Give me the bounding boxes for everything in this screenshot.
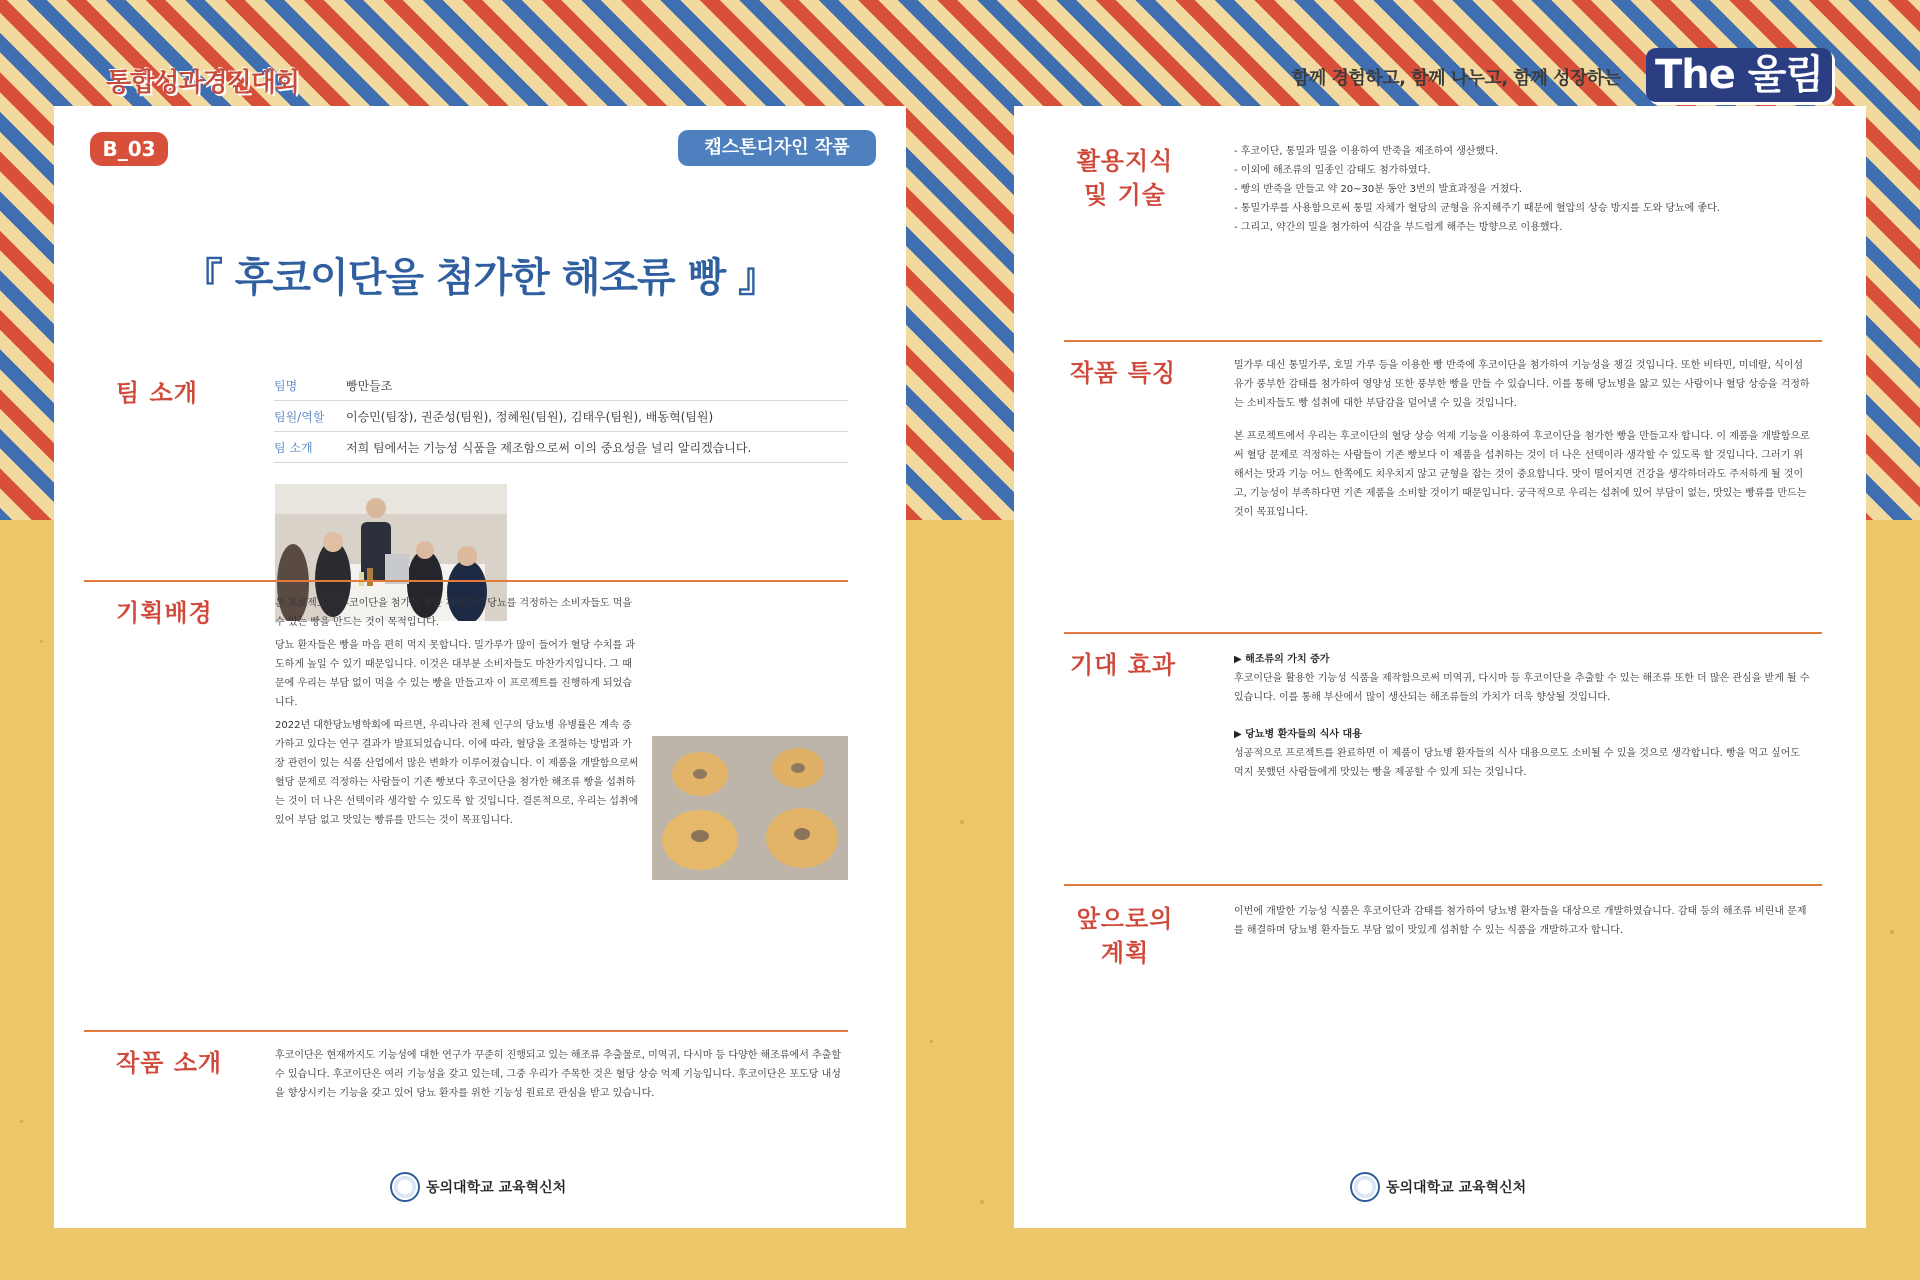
team-value: 저희 팀에서는 기능성 식품을 제조함으로써 이의 중요성을 널리 알리겠습니다. bbox=[346, 440, 752, 455]
paragraph: 당뇨 환자들은 빵을 마음 편히 먹지 못합니다. 밀가루가 많이 들어가 혈당 수치를 과도하게 높일 수 있기 때문입니다. 이것은 대부분 소비자들도 마찬가지입니다. 그 때문에 우리는 부담 없이 먹을 수 있는 빵을 만들고자 이 프로젝트를 진행하게 되었습니다. bbox=[275, 640, 636, 708]
label-line: 앞으로의 bbox=[1076, 905, 1174, 933]
section-divider bbox=[84, 580, 848, 582]
university-seal-icon bbox=[390, 1172, 420, 1202]
page-title: 『 후코이단을 첨가한 해조류 빵 』 bbox=[182, 255, 778, 301]
team-row bbox=[274, 432, 848, 463]
knowledge-list bbox=[1234, 142, 1810, 237]
label-line: 활용지식 bbox=[1076, 147, 1174, 175]
feature-text bbox=[1234, 356, 1810, 526]
paragraph: 밀가루 대신 통밀가루, 호밀 가루 등을 이용한 빵 반죽에 후코이단을 첨가하여 기능성을 챙길 것입니다. 또한 비타민, 미네랄, 식이섬유가 풍부한 감태를 첨가하여 영양성 또한 풍부한 빵을 만들 수 있습니다. 이를 통해 당뇨병을 앓고 있는 사람이나 혈당 상승을 걱정하는 소비자들도 빵 섭취에 대한 부담감을 덜어낼 수 있을 것입니다. bbox=[1234, 360, 1810, 409]
feature-section-label: 작품 특징 bbox=[1070, 359, 1177, 387]
effect-text bbox=[1234, 650, 1810, 786]
list-item: - 빵의 반죽을 만들고 약 20~30분 동안 3번의 발효과정을 거쳤다. bbox=[1234, 184, 1523, 195]
team-table bbox=[274, 370, 848, 463]
team-section-label: 팀 소개 bbox=[116, 379, 198, 407]
brand-logo: The 울림 bbox=[1646, 48, 1832, 102]
plan-section-label bbox=[1070, 902, 1180, 970]
background-text bbox=[275, 594, 641, 834]
right-page bbox=[1014, 106, 1866, 1228]
list-item: - 이외에 해조류의 일종인 감태도 첨가하였다. bbox=[1234, 165, 1431, 176]
contest-title: 통합성과경진대회 bbox=[106, 68, 299, 98]
paragraph: 본 프로젝트는 후코이단을 첨가한 빵을 제작하여 당뇨를 걱정하는 소비자들도 먹을 수 있는 빵을 만드는 것이 목적입니다. bbox=[275, 598, 633, 628]
effect-heading: ▶ 해조류의 가치 증가 bbox=[1234, 654, 1330, 665]
intro-section-label: 작품 소개 bbox=[116, 1049, 223, 1077]
intro-text: 후코이단은 현재까지도 기능성에 대한 연구가 꾸준히 진행되고 있는 해조류 추출물로, 미역귀, 다시마 등 다양한 해조류에서 추출할 수 있습니다. 후코이단은 여러 기능성을 갖고 있는데, 그중 우리가 주목한 것은 혈당 상승 억제 기능입니다. 후코이단은 포도당 내성을 향상시키는 기능을 갖고 있어 당뇨 환자를 위한 기능성 원료로 관심을 받고 있습니다. bbox=[275, 1050, 842, 1099]
section-divider bbox=[84, 1030, 848, 1032]
footer-name: 동의대학교 교육혁신처 bbox=[1386, 1180, 1527, 1196]
section-divider bbox=[1064, 340, 1822, 342]
paragraph: 2022년 대한당뇨병학회에 따르면, 우리나라 전체 인구의 당뇨병 유병률은 계속 증가하고 있다는 연구 결과가 발표되었습니다. 이에 따라, 혈당을 조절하는 방법과 가장 관련이 있는 식품 산업에서 많은 변화가 이루어졌습니다. 이 제품을 개발함으로써 혈당 문제로 걱정하는 사람들이 기존 빵보다 후코이단을 첨가한 해조류 빵을 섭취하는 것이 더 나은 선택이라 생각할 수 있도록 할 것입니다. 결론적으로, 우리는 섭취에 있어 부담 없고 맛있는 빵류를 만드는 것이 목표입니다. bbox=[275, 720, 639, 826]
list-item: - 후코이단, 통밀과 밀을 이용하여 반죽을 제조하여 생산했다. bbox=[1234, 146, 1499, 157]
effect-section-label: 기대 효과 bbox=[1070, 651, 1177, 679]
knowledge-section-label bbox=[1070, 144, 1180, 212]
footer-logo bbox=[1350, 1172, 1526, 1202]
team-value: 이승민(팀장), 권준성(팀원), 정혜원(팀원), 김태우(팀원), 배동혁(팀원) bbox=[346, 409, 714, 424]
university-seal-icon bbox=[1350, 1172, 1380, 1202]
team-key: 팀 소개 bbox=[274, 440, 313, 455]
plan-text: 이번에 개발한 기능성 식품은 후코이단과 감태를 첨가하여 당뇨병 환자들을 대상으로 개발하였습니다. 감태 등의 해조류 비린내 문제를 해결하며 당뇨병 환자들도 부담 없이 맛있게 섭취할 수 있는 식품을 개발하고자 합니다. bbox=[1234, 906, 1807, 936]
paragraph: 성공적으로 프로젝트를 완료하면 이 제품이 당뇨병 환자들의 식사 대용으로도 소비될 수 있을 것으로 생각합니다. 빵을 먹고 싶어도 먹지 못했던 사람들에게 맛있는 빵을 제공할 수 있게 되는 것입니다. bbox=[1234, 748, 1801, 778]
left-page bbox=[54, 106, 906, 1228]
code-badge: B_03 bbox=[90, 132, 168, 166]
team-value: 빵만들조 bbox=[346, 378, 393, 393]
type-badge: 캡스톤디자인 작품 bbox=[678, 130, 876, 166]
team-row bbox=[274, 401, 848, 432]
section-divider bbox=[1064, 884, 1822, 886]
effect-heading: ▶ 당뇨병 환자들의 식사 대용 bbox=[1234, 729, 1362, 740]
slogan: 함께 경험하고, 함께 나누고, 함께 성장하는 bbox=[1292, 68, 1621, 89]
team-key: 팀원/역할 bbox=[274, 409, 325, 424]
list-item: - 통밀가루를 사용함으로써 통밀 자체가 혈당의 균형을 유지해주기 때문에 혈압의 상승 방지를 도와 당뇨에 좋다. bbox=[1234, 203, 1720, 214]
paragraph: 본 프로젝트에서 우리는 후코이단의 혈당 상승 억제 기능을 이용하여 후코이단을 첨가한 빵을 만들고자 합니다. 이 제품을 개발함으로써 혈당 문제로 걱정하는 사람들이 기존 빵보다 이 제품을 섭취하는 것이 더 나은 선택이라 생각할 수 있도록 할 것입니다. 그러기 위해서는 맛과 기능 어느 한쪽에도 치우치지 않고 균형을 잡는 것이 중요합니다. 맛이 떨어지면 건강을 생각하더라도 주저하게 될 것이고, 기능성이 부족하다면 기존 제품을 소비할 것이기 때문입니다. 궁극적으로 우리는 섭취에 있어 부담이 없는, 맛있는 빵류를 만드는 것이 목표입니다. bbox=[1234, 431, 1810, 518]
bread-photo bbox=[652, 736, 848, 880]
footer-name: 동의대학교 교육혁신처 bbox=[426, 1180, 567, 1196]
team-key: 팀명 bbox=[274, 378, 298, 393]
team-row bbox=[274, 370, 848, 401]
paragraph: 후코이단을 활용한 기능성 식품을 제작함으로써 미역귀, 다시마 등 후코이단을 추출할 수 있는 해조류 또한 더 많은 관심을 받게 될 수 있습니다. 이를 통해 부산에서 많이 생산되는 해조류들의 가치가 더욱 향상될 것입니다. bbox=[1234, 673, 1810, 703]
background-section-label: 기획배경 bbox=[116, 599, 213, 627]
label-line: 계획 bbox=[1100, 939, 1150, 967]
label-line: 및 기술 bbox=[1084, 181, 1166, 209]
list-item: - 그리고, 약간의 밀을 첨가하여 식감을 부드럽게 해주는 방향으로 이용했다. bbox=[1234, 222, 1563, 233]
footer-logo bbox=[390, 1172, 566, 1202]
section-divider bbox=[1064, 632, 1822, 634]
